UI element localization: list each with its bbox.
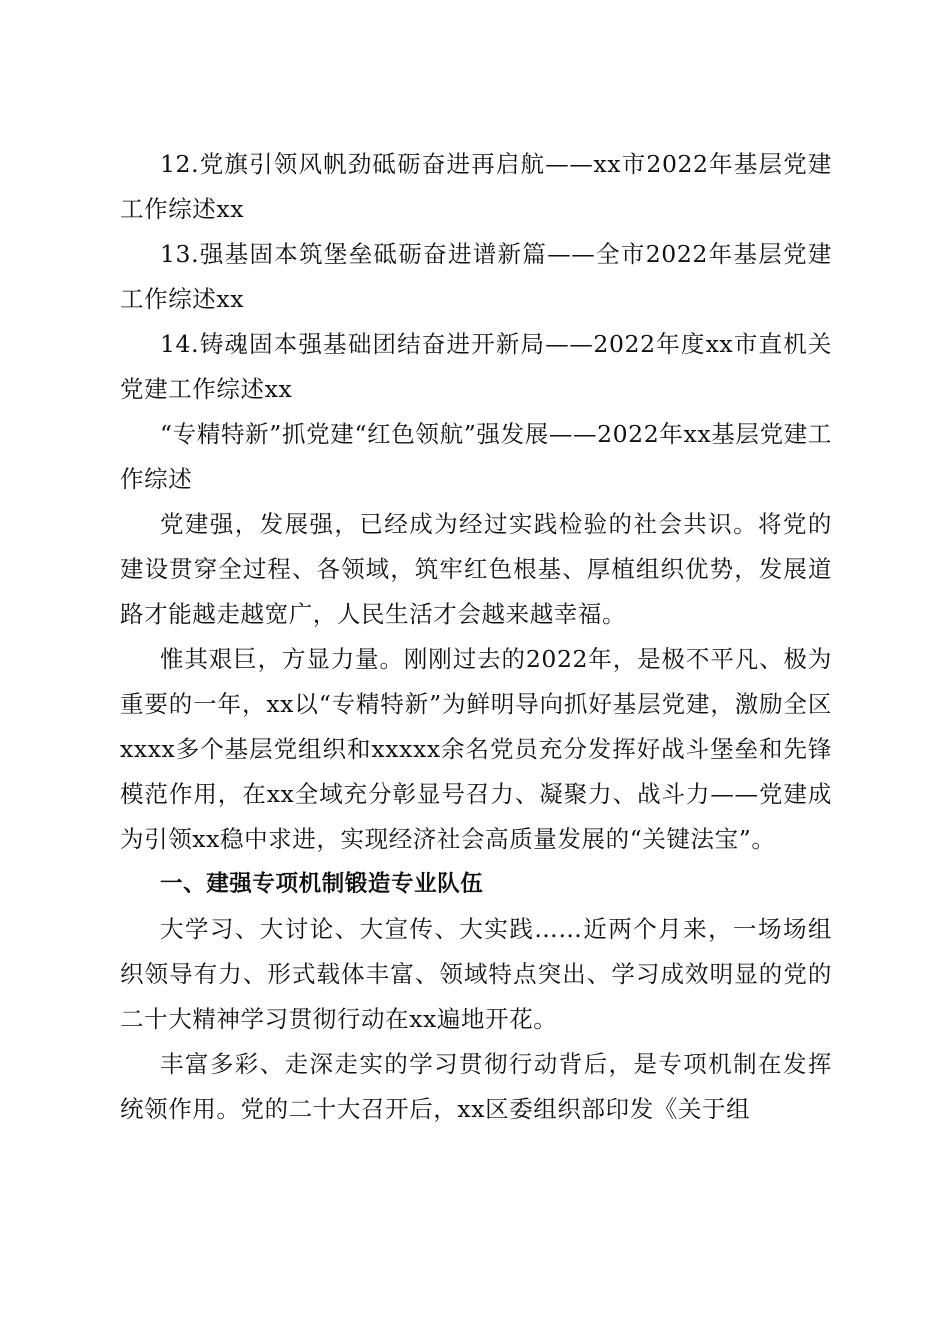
section-paragraph: 大学习、大讨论、大宣传、大实践……近两个月来，一场场组织领导有力、形式载体丰富、领域特点突出、学习成效明显的党的二十大精神学习贯彻行动在xx遍地开花。	[120, 915, 832, 1033]
section-heading: 一、建强专项机制锻造专业队伍	[160, 871, 484, 897]
summary-paragraph: 惟其艰巨，方显力量。刚刚过去的2022年，是极不平凡、极为重要的一年，xx以“专精特新”为鲜明导向抓好基层党建，激励全区xxxx多个基层党组织和xxxxx余名党员充分发挥好战斗堡垒和先锋模范作用，在xx全域充分彰显号召力、凝聚力、战斗力——党建成为引领xx稳中求进，实现经济社会高质量发展的“关键法宝”。	[120, 645, 832, 853]
article-title: “专精特新”抓党建“红色领航”强发展——2022年xx基层党建工作综述	[120, 420, 832, 493]
list-item-13: 13.强基固本筑堡垒砥砺奋进谱新篇——全市2022年基层党建工作综述xx	[120, 240, 832, 313]
list-item-14: 14.铸魂固本强基础团结奋进开新局——2022年度xx市直机关党建工作综述xx	[120, 330, 832, 403]
section-paragraph: 丰富多彩、走深走实的学习贯彻行动背后，是专项机制在发挥统领作用。党的二十大召开后，xx区委组织部印发《关于组	[120, 1050, 832, 1123]
document-body	[120, 142, 832, 1132]
list-item-12: 12.党旗引领风帆劲砥砺奋进再启航——xx市2022年基层党建工作综述xx	[120, 150, 832, 223]
intro-paragraph: 党建强，发展强，已经成为经过实践检验的社会共识。将党的建设贯穿全过程、各领域，筑牢红色根基、厚植组织优势，发展道路才能越走越宽广，人民生活才会越来越幸福。	[120, 510, 832, 628]
